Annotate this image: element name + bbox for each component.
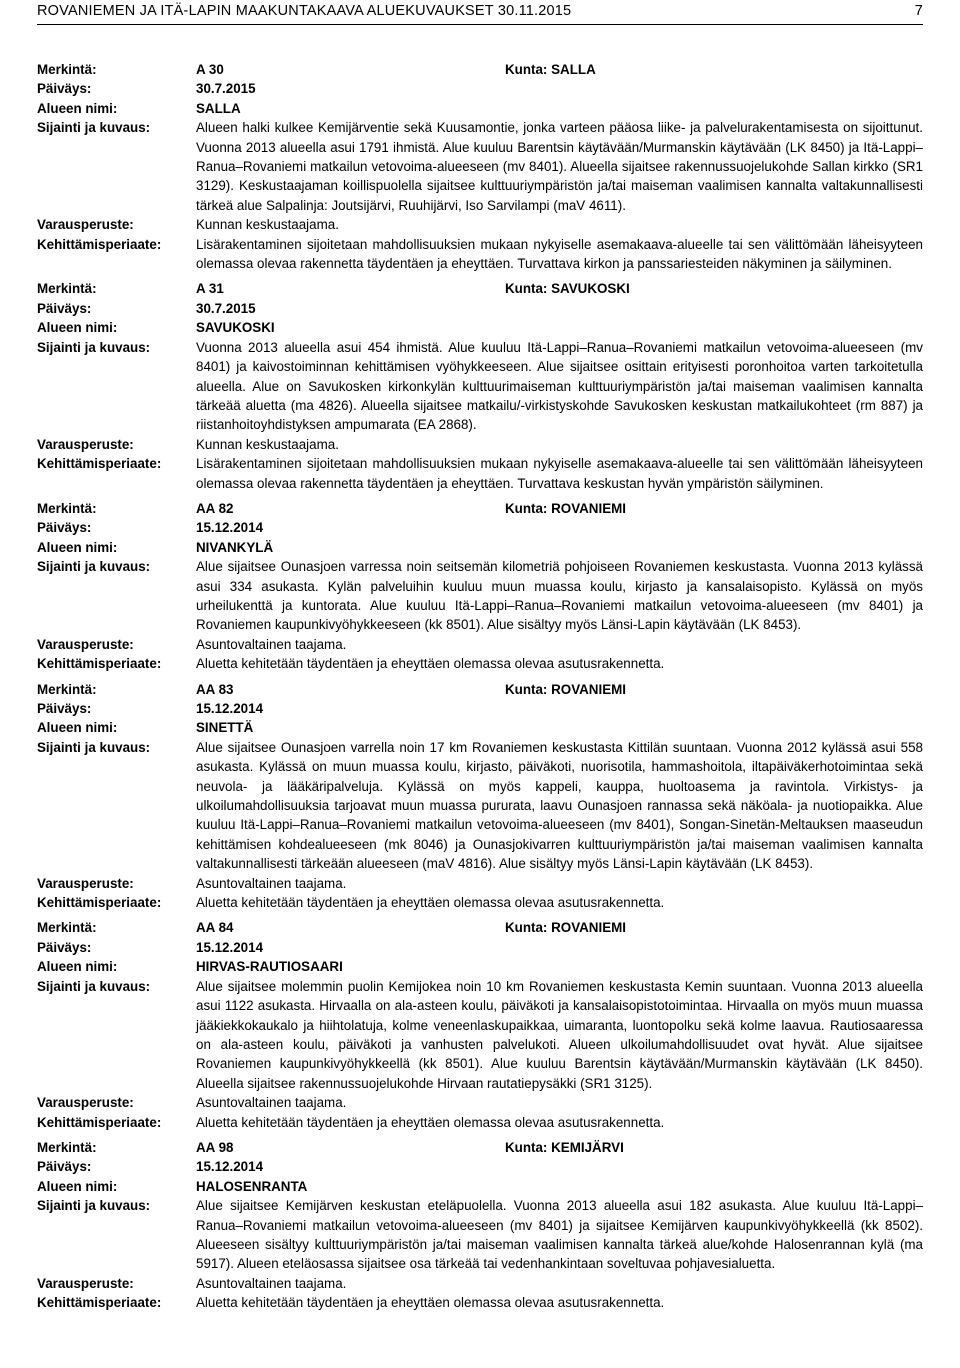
header-rule [37, 24, 923, 25]
varausperuste-row [37, 874, 923, 893]
municipality: Kunta: ROVANIEMI [505, 920, 627, 936]
description-label: Sijainti ja kuvaus: [37, 978, 151, 994]
description-text: Alue sijaitsee Ounasjoen varrella noin 17 km Rovaniemen keskustasta Kittilän suuntaan. Vuonna 2012 kylässä asui 558 asukasta. Kylässä on muun muassa koulu, kirjasto, päiväkoti, nuorisotila, hammashoitola, iltapäiväkerhotoimintaa sekä neuvola- ja lääkäripalveluja. Kylässä on myös kappeli, kauppa, huoltoasema ja ravintola. Virkistys- ja ulkoilumahdollisuuksia tarjoavat muun muassa pururata, laavu Ounasjoen rannassa sekä näköala- ja nuotiopaikka. Alue kuuluu Itä-Lappi–Ranua–Rovaniemi matkailun vetovoima-alueeseen (mv 8401), Songan-Sinetän-Meltauksen maaseudun kehittämisen kohdealueeseen (mk 8046) ja Ounasjokivarren kulttuuriympäristön ja/tai maiseman vaalimisen kannalta valtakunnallisesti tärkeään alueeseen (maV 4816). Alue sisältyy myös Länsi-Lapin käytävään (LK 8453). [196, 739, 923, 872]
name-row [37, 718, 923, 737]
varausperuste-label: Varausperuste: [37, 436, 134, 452]
varausperuste-text: Asuntovaltainen taajama. [196, 1095, 347, 1111]
description-label: Sijainti ja kuvaus: [37, 339, 151, 355]
varausperuste-text: Asuntovaltainen taajama. [196, 636, 347, 652]
page-header [37, 0, 923, 22]
varausperuste-row [37, 1093, 923, 1112]
name-label: Alueen nimi: [37, 1178, 118, 1194]
kehittamisperiaate-row [37, 235, 923, 274]
date-value: 30.7.2015 [196, 81, 256, 97]
varausperuste-label: Varausperuste: [37, 1095, 134, 1111]
date-value: 15.12.2014 [196, 939, 264, 955]
area-name: SINETTÄ [196, 720, 254, 736]
date-label: Päiväys: [37, 520, 92, 536]
date-label: Päiväys: [37, 1159, 92, 1175]
area-entry [37, 60, 923, 273]
merkinta-row [37, 918, 923, 937]
description-row [37, 1196, 923, 1274]
merkinta-row [37, 680, 923, 699]
name-label: Alueen nimi: [37, 959, 118, 975]
description-text: Alue sijaitsee Kemijärven keskustan eteläpuolella. Vuonna 2013 alueella asui 182 asukasta. Alue kuuluu Itä-Lappi–Ranua–Rovaniemi matkailun vetovoima-alueeseen (mv 8401) ja sijaitsee Kemijärven kaupunkivyöhykkeellä (kk 8502). Alueeseen sisältyy kulttuuriympäristön ja/tai maiseman vaalimisen kannalta tärkeä alue/kohde Halosenrannan kylä (ma 5917). Alueen eteläosassa sijaitsee osa tärkeää tai vedenhankintaan soveltuvaa pohjavesialuetta. [196, 1198, 923, 1272]
date-label: Päiväys: [37, 300, 92, 316]
description-row [37, 977, 923, 1093]
header-title: ROVANIEMEN JA ITÄ-LAPIN MAAKUNTAKAAVA ALUEKUVAUKSET 30.11.2015 [37, 3, 572, 19]
name-label: Alueen nimi: [37, 720, 118, 736]
name-row [37, 318, 923, 337]
merkinta-label: Merkintä: [37, 1139, 97, 1155]
varausperuste-row [37, 435, 923, 454]
merkinta-label: Merkintä: [37, 920, 97, 936]
varausperuste-text: Asuntovaltainen taajama. [196, 1275, 347, 1291]
varausperuste-row [37, 215, 923, 234]
name-label: Alueen nimi: [37, 539, 118, 555]
date-label: Päiväys: [37, 81, 92, 97]
kehittamisperiaate-label: Kehittämisperiaate: [37, 1295, 162, 1311]
merkinta-row [37, 60, 923, 79]
varausperuste-text: Asuntovaltainen taajama. [196, 875, 347, 891]
varausperuste-label: Varausperuste: [37, 1275, 134, 1291]
name-label: Alueen nimi: [37, 100, 118, 116]
kehittamisperiaate-label: Kehittämisperiaate: [37, 236, 162, 252]
description-row [37, 557, 923, 635]
kehittamisperiaate-text: Aluetta kehitetään täydentäen ja eheyttäen olemassa olevaa asutusrakennetta. [196, 1295, 665, 1311]
description-text: Alue sijaitsee molemmin puolin Kemijokea noin 10 km Rovaniemen keskustasta Kemin suuntaan. Vuonna 2013 alueella asui 1122 asukasta. Hirvaalla on ala-asteen koulu, päiväkoti ja kansalaisopistotoimintaa. Hirvaalla on myös muun muassa jääkiekkokaukalo ja hiihtolatuja, kolme veneenlaskupaikkaa, uimaranta, luontopolku sekä kolme laavua. Rautiosaaressa on ala-asteen koulu, päiväkoti ja vanhusten palvelukoti. Alueen ulkoilumahdollisuudet ovat hyvät. Alue sijaitsee Rovaniemen kaupunkivyöhykkeellä (kk 8501). Alue kuuluu Barentsin käytävään/Murmanskin käytävään (LK 8450). Alueella sijaitsee rakennussuojelukohde Hirvaan rautatiepysäkki (SR1 3125). [196, 978, 923, 1091]
description-text: Alue sijaitsee Ounasjoen varressa noin seitsemän kilometriä pohjoiseen Rovaniemen keskustasta. Vuonna 2013 kylässä asui 334 asukasta. Kylän palveluihin kuuluu muun muassa koulu, kirjasto ja kansalaisopisto. Kylässä on myös urheilukenttä ja kuntorata. Alue kuuluu Itä-Lappi–Ranua–Rovaniemi matkailun vetovoima-alueeseen (mv 8401) ja Rovaniemen kaupunkivyöhykkeeseen (kk 8501). Alue sisältyy myös Länsi-Lapin käytävään (LK 8453). [196, 559, 923, 633]
name-row [37, 538, 923, 557]
varausperuste-label: Varausperuste: [37, 875, 134, 891]
area-name: HIRVAS-RAUTIOSAARI [196, 959, 343, 975]
name-row [37, 957, 923, 976]
area-entry [37, 499, 923, 674]
date-value: 15.12.2014 [196, 701, 264, 716]
kehittamisperiaate-text: Lisärakentaminen sijoitetaan mahdollisuuksien mukaan nykyiselle asemakaava-alueelle tai sen välittömään läheisyyteen olemassa olevaa rakennetta täydentäen ja eheyttäen. Turvattava kirkon ja panssariesteiden näkyminen ja säilyminen. [196, 236, 923, 272]
description-label: Sijainti ja kuvaus: [37, 559, 151, 575]
description-text: Vuonna 2013 alueella asui 454 ihmistä. Alue kuuluu Itä-Lappi–Ranua–Rovaniemi matkailun vetovoima-alueeseen (mv 8401) ja kaivostoiminnan kehittämisen vyöhykkeeseen. Alue sijaitsee osittain erityisesti poronhoitoa varten tarkoitetulla alueella. Alue on Savukosken kirkonkylän kulttuurimaiseman kulttuuriympäristön ja/tai maiseman vaalimisen kannalta tärkeää aluetta (ma 4826). Alueella sijaitsee matkailu/-virkistyskohde Savukosken keskustan matkailukohteet (rm 887) ja riistanhoitoyhdistyksen ampumarata (EA 2868). [196, 339, 923, 433]
date-value: 15.12.2014 [196, 1159, 264, 1175]
area-name: NIVANKYLÄ [196, 539, 274, 555]
varausperuste-label: Varausperuste: [37, 636, 134, 652]
description-label: Sijainti ja kuvaus: [37, 1198, 151, 1214]
date-label: Päiväys: [37, 939, 92, 955]
kehittamisperiaate-row [37, 1293, 923, 1312]
date-value: 15.12.2014 [196, 520, 264, 536]
page-number: 7 [914, 3, 923, 19]
varausperuste-row [37, 1274, 923, 1293]
varausperuste-text: Kunnan keskustaajama. [196, 217, 339, 233]
area-code: A 30 [196, 62, 224, 77]
kehittamisperiaate-label: Kehittämisperiaate: [37, 456, 162, 472]
area-code: AA 82 [196, 500, 234, 516]
kehittamisperiaate-text: Aluetta kehitetään täydentäen ja eheyttäen olemassa olevaa asutusrakennetta. [196, 1114, 665, 1130]
kehittamisperiaate-label: Kehittämisperiaate: [37, 1114, 162, 1130]
area-entry [37, 1138, 923, 1313]
area-name: SAVUKOSKI [196, 320, 275, 336]
area-code: A 31 [196, 281, 224, 297]
varausperuste-row [37, 635, 923, 654]
varausperuste-text: Kunnan keskustaajama. [196, 436, 339, 452]
merkinta-row [37, 499, 923, 518]
date-row [37, 299, 923, 318]
area-entry [37, 279, 923, 492]
varausperuste-label: Varausperuste: [37, 217, 134, 233]
kehittamisperiaate-text: Lisärakentaminen sijoitetaan mahdollisuuksien mukaan nykyiselle asemakaava-alueelle tai sen välittömään läheisyyteen olemassa olevaa rakennetta täydentäen ja eheyttäen. Turvattava keskustan hyvän ympäristön säilyminen. [196, 456, 923, 491]
area-entry [37, 918, 923, 1131]
name-label: Alueen nimi: [37, 320, 118, 336]
kehittamisperiaate-label: Kehittämisperiaate: [37, 895, 162, 911]
area-name: HALOSENRANTA [196, 1178, 308, 1194]
date-value: 30.7.2015 [196, 300, 256, 316]
municipality: Kunta: ROVANIEMI [505, 500, 627, 516]
date-row [37, 1157, 923, 1176]
municipality: Kunta: SAVUKOSKI [505, 281, 630, 297]
area-entry [37, 680, 923, 913]
area-code: AA 98 [196, 1139, 234, 1155]
description-text: Alueen halki kulkee Kemijärventie sekä Kuusamontie, jonka varteen pääosa liike- ja palvelurakentamisesta on sijoittunut. Vuonna 2013 alueella asui 1791 ihmistä. Alue kuuluu Barentsin käytävään/Murmanskin käytävään (LK 8450) ja Itä-Lappi–Ranua–Rovaniemi matkailun vetovoima-alueeseen (mv 8401). Alueella sijaitsee rakennussuojelukohde Sallan kirkko (SR1 3129). Keskustaajaman koillispuolella sijaitsee kulttuuriympäristön ja/tai maiseman vaalimisen kannalta valtakunnallisesti tärkeä alue Salpalinja: Joutsijärvi, Ruuhijärvi, Iso Sarvilampi (maV 4611). [196, 120, 923, 213]
kehittamisperiaate-text: Aluetta kehitetään täydentäen ja eheyttäen olemassa olevaa asutusrakennetta. [196, 895, 665, 911]
municipality: Kunta: ROVANIEMI [505, 681, 627, 697]
kehittamisperiaate-text: Aluetta kehitetään täydentäen ja eheyttäen olemassa olevaa asutusrakennetta. [196, 656, 665, 672]
date-row [37, 938, 923, 957]
municipality: Kunta: SALLA [505, 62, 596, 77]
name-row [37, 99, 923, 118]
description-row [37, 738, 923, 874]
date-row [37, 518, 923, 537]
area-code: AA 84 [196, 920, 234, 936]
merkinta-label: Merkintä: [37, 681, 97, 697]
description-label: Sijainti ja kuvaus: [37, 120, 151, 136]
entries-list [37, 60, 923, 1319]
kehittamisperiaate-row [37, 1113, 923, 1132]
merkinta-label: Merkintä: [37, 500, 97, 516]
name-row [37, 1177, 923, 1196]
date-label: Päiväys: [37, 701, 92, 716]
kehittamisperiaate-row [37, 893, 923, 912]
area-name: SALLA [196, 100, 241, 116]
date-row [37, 79, 923, 98]
date-row [37, 699, 923, 718]
merkinta-label: Merkintä: [37, 62, 97, 77]
description-label: Sijainti ja kuvaus: [37, 739, 151, 755]
merkinta-row [37, 279, 923, 298]
merkinta-label: Merkintä: [37, 281, 97, 297]
merkinta-row [37, 1138, 923, 1157]
kehittamisperiaate-row [37, 654, 923, 673]
area-code: AA 83 [196, 681, 234, 697]
kehittamisperiaate-label: Kehittämisperiaate: [37, 656, 162, 672]
description-row [37, 338, 923, 435]
description-row [37, 118, 923, 215]
kehittamisperiaate-row [37, 454, 923, 493]
municipality: Kunta: KEMIJÄRVI [505, 1139, 624, 1155]
